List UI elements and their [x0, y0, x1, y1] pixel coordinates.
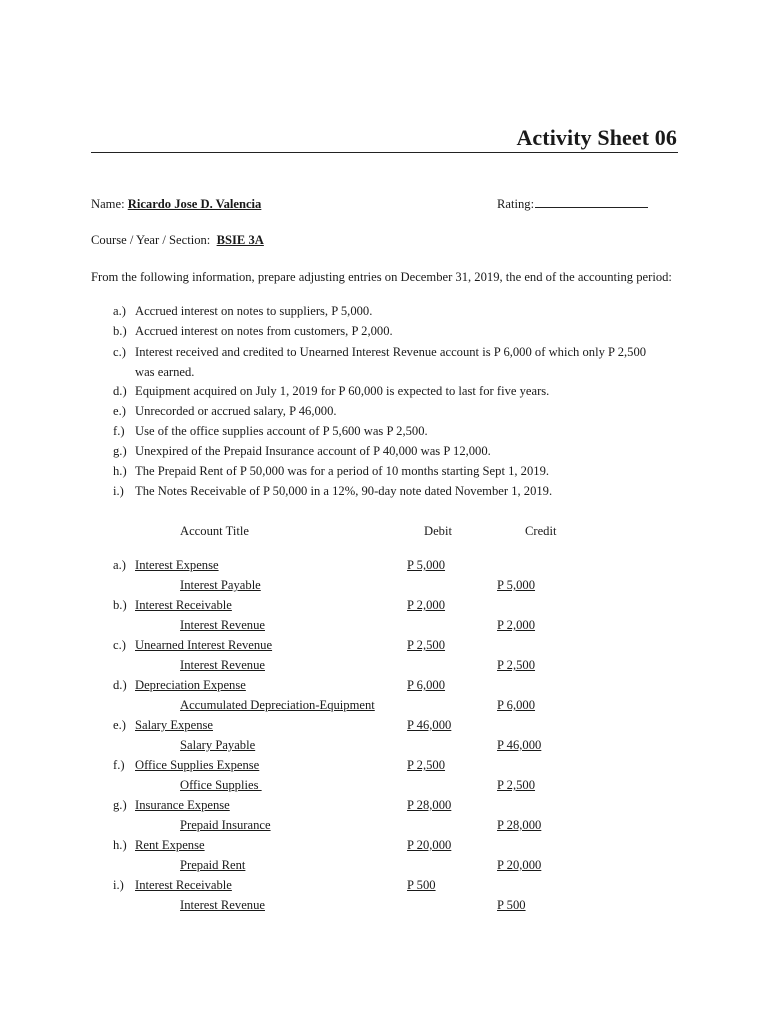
course-line	[91, 232, 264, 248]
entry-label: e.)	[113, 718, 126, 732]
rating-label: Rating:	[497, 197, 535, 211]
rating-line	[497, 196, 648, 212]
document-title: Activity Sheet 06	[516, 125, 677, 150]
credit-amount: P 20,000	[497, 858, 542, 872]
problem-item-text: Unexpired of the Prepaid Insurance account of P 40,000 was P 12,000.	[135, 444, 491, 458]
name-label: Name:	[91, 197, 128, 211]
entry-label: h.)	[113, 838, 127, 852]
credit-amount: P 2,000	[497, 618, 536, 632]
journal-credit-row	[0, 695, 768, 715]
journal-credit-row	[0, 815, 768, 835]
credit-amount: P 5,000	[497, 578, 536, 592]
name-line	[91, 196, 261, 212]
intro-paragraph: From the following information, prepare adjusting entries on December 31, 2019, the end of the accounting period:	[91, 270, 672, 284]
debit-amount: P 500	[407, 878, 436, 892]
journal-debit-row	[0, 875, 768, 895]
credit-account: Prepaid Rent	[180, 858, 246, 872]
debit-amount: P 28,000	[407, 798, 452, 812]
debit-account: Interest Receivable	[135, 878, 232, 892]
title-rule	[91, 152, 678, 153]
credit-account: Interest Payable	[180, 578, 261, 592]
entry-label: d.)	[113, 678, 127, 692]
entry-label: f.)	[113, 758, 125, 772]
entry-label: b.)	[113, 598, 127, 612]
entry-label: a.)	[113, 558, 126, 572]
credit-amount: P 28,000	[497, 818, 542, 832]
debit-account: Office Supplies Expense	[135, 758, 260, 772]
journal-credit-row	[0, 575, 768, 595]
problem-item-text: The Notes Receivable of P 50,000 in a 12%, 90-day note dated November 1, 2019.	[135, 484, 553, 498]
journal-debit-row	[0, 755, 768, 775]
debit-amount: P 6,000	[407, 678, 446, 692]
credit-account: Salary Payable	[180, 738, 256, 752]
credit-amount: P 46,000	[497, 738, 542, 752]
problem-item-label: d.)	[113, 384, 127, 398]
credit-amount: P 6,000	[497, 698, 536, 712]
account-title-header: Account Title	[180, 524, 249, 538]
problem-item-label: h.)	[113, 464, 127, 478]
course-value: BSIE 3A	[216, 233, 264, 247]
journal-credit-row	[0, 615, 768, 635]
credit-account: Interest Revenue	[180, 618, 265, 632]
problem-item-text: Interest received and credited to Unearned Interest Revenue account is P 6,000 of which only P 2,500 was earned.	[135, 345, 647, 379]
journal-credit-row	[0, 855, 768, 875]
credit-account: Accumulated Depreciation-Equipment	[180, 698, 375, 712]
course-label: Course / Year / Section:	[91, 233, 217, 247]
debit-account: Rent Expense	[135, 838, 205, 852]
debit-account: Salary Expense	[135, 718, 213, 732]
credit-amount: P 2,500	[497, 658, 536, 672]
problem-item-text: Accrued interest on notes to suppliers, P 5,000.	[135, 304, 373, 318]
debit-amount: P 2,500	[407, 758, 446, 772]
credit-amount: P 500	[497, 898, 526, 912]
problem-item-label: f.)	[113, 424, 125, 438]
problem-item-text: Equipment acquired on July 1, 2019 for P 60,000 is expected to last for five years.	[135, 384, 550, 398]
problem-item-label: c.)	[113, 345, 126, 359]
debit-header: Debit	[424, 524, 452, 538]
credit-account: Prepaid Insurance	[180, 818, 271, 832]
journal-debit-row	[0, 835, 768, 855]
debit-amount: P 2,500	[407, 638, 446, 652]
debit-amount: P 46,000	[407, 718, 452, 732]
credit-header: Credit	[525, 524, 557, 538]
entry-label: c.)	[113, 638, 126, 652]
credit-account: Interest Revenue	[180, 658, 265, 672]
debit-amount: P 2,000	[407, 598, 446, 612]
journal-debit-row	[0, 715, 768, 735]
name-value: Ricardo Jose D. Valencia	[127, 197, 262, 211]
problem-item-text: Accrued interest on notes from customers, P 2,000.	[135, 324, 393, 338]
credit-amount: P 2,500	[497, 778, 536, 792]
debit-amount: P 5,000	[407, 558, 446, 572]
credit-account: Office Supplies	[180, 778, 262, 792]
journal-credit-row	[0, 775, 768, 795]
journal-credit-row	[0, 655, 768, 675]
debit-account: Depreciation Expense	[135, 678, 246, 692]
problem-item-text: The Prepaid Rent of P 50,000 was for a period of 10 months starting Sept 1, 2019.	[135, 464, 550, 478]
problem-item-label: b.)	[113, 324, 127, 338]
problem-item-label: i.)	[113, 484, 124, 498]
rating-blank	[535, 196, 648, 208]
journal-debit-row	[0, 555, 768, 575]
problem-item-label: a.)	[113, 304, 126, 318]
journal-debit-row	[0, 595, 768, 615]
journal-debit-row	[0, 795, 768, 815]
debit-account: Insurance Expense	[135, 798, 230, 812]
problem-item-text: Use of the office supplies account of P 5,600 was P 2,500.	[135, 424, 428, 438]
entry-label: i.)	[113, 878, 124, 892]
problem-item-label: e.)	[113, 404, 126, 418]
problem-item-label: g.)	[113, 444, 127, 458]
debit-amount: P 20,000	[407, 838, 452, 852]
debit-account: Interest Expense	[135, 558, 219, 572]
entry-label: g.)	[113, 798, 127, 812]
journal-debit-row	[0, 635, 768, 655]
journal-debit-row	[0, 675, 768, 695]
journal-credit-row	[0, 895, 768, 915]
credit-account: Interest Revenue	[180, 898, 265, 912]
journal-credit-row	[0, 735, 768, 755]
debit-account: Interest Receivable	[135, 598, 232, 612]
debit-account: Unearned Interest Revenue	[135, 638, 273, 652]
problem-item-text: Unrecorded or accrued salary, P 46,000.	[135, 404, 337, 418]
